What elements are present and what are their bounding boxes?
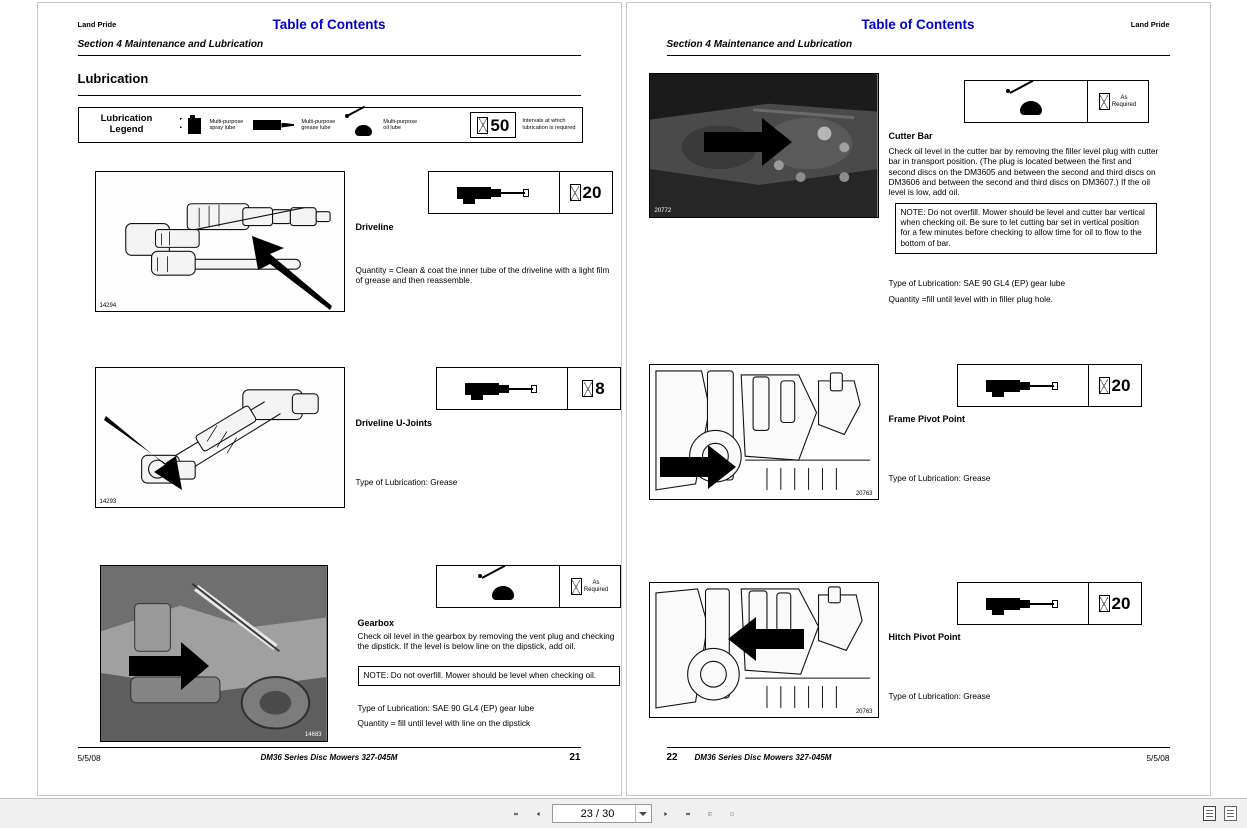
header-rule [667, 55, 1170, 56]
legend-item-label: Multi-purpose spray lube [209, 118, 244, 131]
hourglass-icon [1099, 377, 1110, 394]
photo-frame-pivot [649, 364, 879, 500]
photo-hitch-pivot [649, 582, 879, 718]
page-header-right [667, 17, 1170, 57]
oil-can-icon [437, 566, 560, 607]
hourglass-icon [1099, 93, 1110, 110]
spec-box-hitch-pivot [957, 582, 1142, 625]
photo-id: 14293 [99, 499, 117, 505]
item-title-frame-pivot: Frame Pivot Point [888, 414, 966, 424]
photo-gearbox [100, 565, 328, 742]
brand-label: Land Pride [1130, 20, 1170, 29]
header-rule [78, 55, 581, 56]
interval-hours: 20 [1111, 376, 1131, 395]
page-footer-left [78, 747, 581, 767]
interval-box [560, 566, 620, 607]
spec-box-frame-pivot [957, 364, 1142, 407]
item-title-driveline: Driveline [355, 222, 394, 232]
item-body-driveline: Quantity = Clean & coat the inner tube of the driveline with a light film of grease and then reassemble. [355, 265, 610, 286]
page-left[interactable] [37, 2, 622, 796]
next-page-button[interactable] [658, 805, 674, 823]
outline-icon[interactable] [1224, 806, 1237, 821]
footer-date: 5/5/08 [1146, 753, 1170, 763]
photo-id: 14683 [304, 732, 322, 738]
section-label: Section 4 Maintenance and Lubrication [77, 39, 264, 50]
hourglass-icon [570, 184, 581, 201]
note-cutter-bar: NOTE: Do not overfill. Mower should be level and cutter bar vertical when checking oil. Be sure to let cutting bar set in vertical position for a few minutes before checking to allow time for oil to flow to the bottom of bar. [895, 203, 1157, 254]
photo-driveline [95, 171, 345, 312]
section-label: Section 4 Maintenance and Lubrication [666, 39, 853, 50]
chevron-down-icon[interactable] [635, 805, 651, 822]
hourglass-icon [477, 117, 488, 134]
photo-id: 20772 [654, 208, 672, 214]
footer-doc: DM36 Series Disc Mowers 327-045M [694, 753, 832, 762]
photo-cutter-bar [649, 73, 879, 218]
callout-arrow [102, 416, 184, 494]
quantity-cutter-bar: Quantity =fill until level with in filler plug hole. [888, 294, 1053, 304]
item-title-hitch-pivot: Hitch Pivot Point [888, 632, 961, 642]
footer-doc: DM36 Series Disc Mowers 327-045M [260, 753, 398, 762]
fit-width-button[interactable] [724, 805, 740, 823]
interval-box [1089, 583, 1141, 624]
toolbar-right-group [1203, 806, 1237, 821]
hourglass-icon [571, 578, 582, 595]
interval-box [470, 112, 516, 138]
legend-item-oil [340, 114, 422, 136]
interval-label: As Required [1111, 94, 1137, 108]
item-body-cutter-bar: Check oil level in the cutter bar by removing the filler level plug with cutter bar in transport position. (The plug is located between the first and second discs on the DM3605 and between the second and third discs on DM3606 and between the second and third discs on DM3607.) If the oil level is low, add oil. [888, 146, 1159, 198]
callout-arrow [658, 443, 738, 491]
grease-gun-icon [958, 365, 1089, 406]
viewer-toolbar [0, 798, 1247, 828]
item-title-ujoints: Driveline U-Joints [355, 418, 433, 428]
grease-gun-icon [429, 172, 560, 213]
item-body-frame-pivot: Type of Lubrication: Grease [888, 473, 991, 483]
interval-box [560, 172, 612, 213]
interval-box [1089, 365, 1141, 406]
footer-date: 5/5/08 [77, 753, 101, 763]
grease-tube-icon [253, 117, 297, 133]
spec-box-driveline [428, 171, 613, 214]
photo-id: 20763 [855, 491, 873, 497]
oil-can-icon [965, 81, 1088, 122]
note-gearbox: NOTE: Do not overfill. Mower should be level when checking oil. [358, 666, 620, 686]
grease-gun-icon [437, 368, 568, 409]
legend-item-label: Multi-purpose grease lube [301, 118, 336, 131]
interval-hours: 8 [595, 379, 605, 398]
photo-id: 14294 [99, 303, 117, 309]
page-title: Lubrication [77, 71, 149, 86]
title-rule [78, 95, 581, 96]
callout-arrow [246, 232, 334, 310]
spec-box-cutter-bar [964, 80, 1149, 123]
legend-title: Lubrication Legend [100, 113, 153, 135]
page-number-input[interactable] [552, 804, 652, 823]
lube-type-gearbox: Type of Lubrication: SAE 90 GL4 (EP) gear lube [357, 703, 535, 713]
item-body-hitch-pivot: Type of Lubrication: Grease [888, 691, 991, 701]
hourglass-icon [582, 380, 593, 397]
interval-hours: 20 [582, 183, 602, 202]
interval-note: Intervals at which lubrication is required [522, 118, 576, 131]
page-right[interactable] [626, 2, 1211, 796]
hourglass-icon [1099, 595, 1110, 612]
photo-driveline-ujoints [95, 367, 345, 508]
thumbnails-icon[interactable] [1203, 806, 1216, 821]
table-of-contents-link[interactable]: Table of Contents [861, 17, 975, 32]
item-body-ujoints: Type of Lubrication: Grease [355, 477, 458, 487]
page-header-left [78, 17, 581, 57]
first-page-button[interactable] [508, 805, 524, 823]
last-page-button[interactable] [680, 805, 696, 823]
footer-page-number: 21 [569, 752, 581, 763]
legend-interval [470, 112, 581, 138]
spec-box-ujoints [436, 367, 621, 410]
footer-page-number: 22 [666, 752, 678, 763]
previous-page-button[interactable] [530, 805, 546, 823]
photo-id: 20763 [855, 709, 873, 715]
brand-label: Land Pride [77, 20, 117, 29]
callout-arrow [726, 615, 806, 663]
interval-box [568, 368, 620, 409]
table-of-contents-link[interactable]: Table of Contents [272, 17, 386, 32]
page-footer-right [667, 747, 1170, 767]
interval-box [1088, 81, 1148, 122]
grease-gun-icon [958, 583, 1089, 624]
lube-type-cutter-bar: Type of Lubrication: SAE 90 GL4 (EP) gear lube [888, 278, 1066, 288]
page-number-value[interactable]: 23 / 30 [580, 807, 615, 820]
legend-item-label: Multi-purpose oil lube [383, 118, 418, 131]
spec-box-gearbox [436, 565, 621, 608]
spray-can-icon [180, 115, 206, 135]
item-title-cutter-bar: Cutter Bar [888, 131, 933, 141]
interval-hours: 20 [1111, 594, 1131, 613]
legend-item-grease [248, 117, 340, 133]
callout-arrow [702, 116, 794, 168]
interval-label: As Required [583, 579, 609, 593]
quantity-gearbox: Quantity = fill until level with line on the dipstick [357, 718, 531, 728]
legend-item-spray [175, 115, 249, 135]
item-title-gearbox: Gearbox [357, 618, 395, 628]
lubrication-legend [78, 107, 583, 143]
interval-hours: 50 [490, 115, 510, 135]
oil-can-icon [345, 114, 379, 136]
callout-arrow [127, 640, 211, 692]
fit-page-button[interactable] [702, 805, 718, 823]
item-body-gearbox: Check oil level in the gearbox by removing the vent plug and checking the dipstick. If the level is below line on the dipstick, add oil. [357, 631, 615, 652]
